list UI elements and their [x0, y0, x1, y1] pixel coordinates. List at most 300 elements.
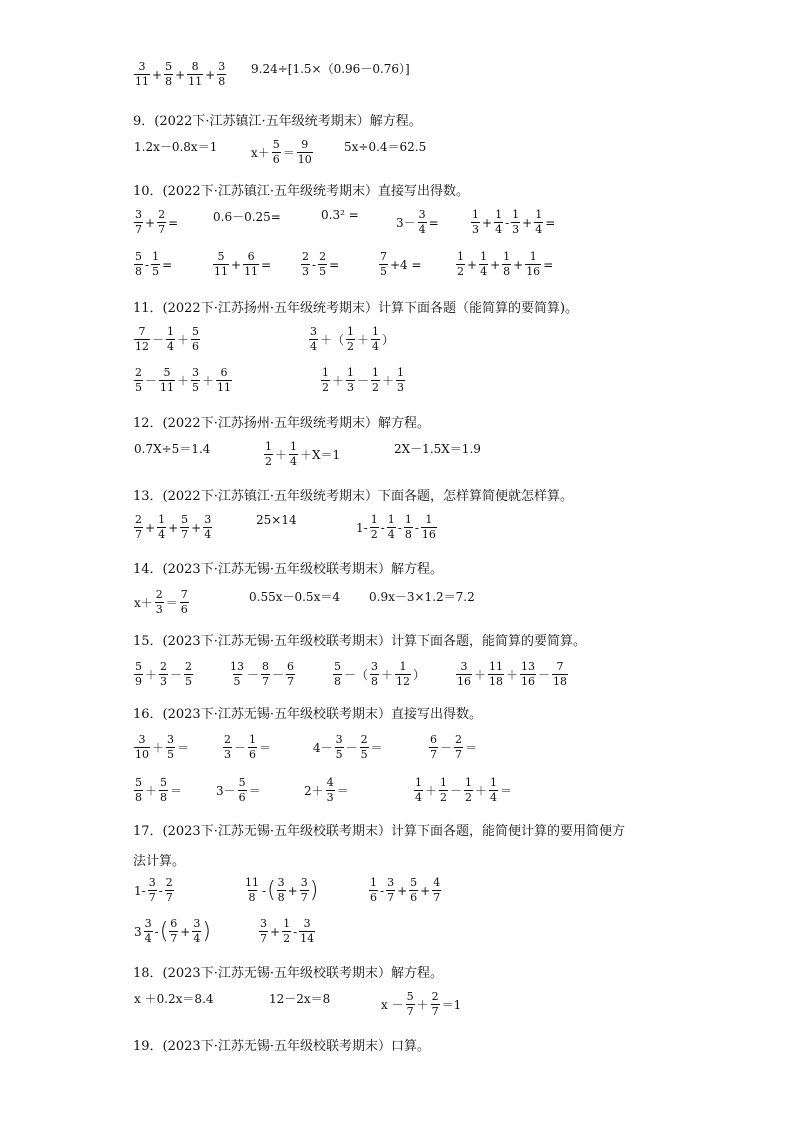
numerator: 3	[387, 876, 395, 889]
denominator: 5	[185, 675, 193, 688]
expression-text: +	[180, 924, 191, 939]
expression-text: +	[513, 257, 524, 272]
question-title: 16．(2023下·江苏无锡·五年级校联考期末）直接写出得数。	[133, 707, 482, 722]
big-parenthesis: (	[267, 877, 276, 903]
expression-text: 5x÷0.4＝62.5	[344, 140, 427, 154]
numerator: 2	[135, 513, 142, 526]
denominator: 4	[415, 791, 422, 804]
math-expression	[368, 876, 442, 905]
denominator: 8	[334, 675, 341, 688]
numerator: 3	[167, 733, 175, 746]
denominator: 4	[418, 223, 426, 236]
fraction	[534, 208, 543, 237]
numerator: 4	[433, 876, 441, 889]
expression-text: x －	[381, 998, 404, 1012]
expression-text: +	[191, 520, 202, 535]
denominator: 6	[272, 153, 280, 166]
numerator: 13	[230, 660, 244, 673]
expression-text: －	[234, 741, 247, 755]
denominator: 7	[262, 675, 270, 688]
expression-text: －	[357, 374, 370, 388]
denominator: 7	[433, 891, 441, 904]
fraction	[370, 513, 379, 542]
math-expression	[133, 440, 211, 457]
expression-text: -	[414, 520, 419, 535]
fraction	[134, 250, 143, 279]
denominator: 18	[489, 675, 504, 688]
expression-text: ＝	[370, 741, 383, 755]
fraction	[309, 325, 318, 354]
denominator: 3	[512, 223, 520, 236]
expression-text: -	[293, 924, 298, 939]
denominator: 7	[158, 223, 166, 236]
math-expression	[222, 733, 272, 762]
fraction	[155, 588, 164, 617]
question-title: 14．(2023下·江苏无锡·五年级校联考期末）解方程。	[133, 562, 443, 577]
fraction	[464, 776, 473, 805]
numerator: 1	[465, 776, 473, 789]
fraction	[379, 250, 388, 279]
expression-text: 0.3² =	[321, 208, 359, 222]
fraction	[261, 660, 270, 689]
numerator: 5	[163, 366, 171, 379]
math-expression	[250, 60, 411, 77]
expression-text: ＋	[275, 448, 288, 462]
denominator: 6	[249, 748, 257, 761]
denominator: 4	[387, 528, 395, 541]
denominator: 3	[224, 748, 231, 761]
expression-text: +	[467, 257, 478, 272]
numerator: 7	[180, 588, 188, 601]
fraction	[169, 917, 178, 946]
expression-text: =	[168, 215, 179, 230]
math-expression	[258, 917, 316, 946]
numerator: 2	[135, 366, 142, 379]
fraction	[165, 876, 174, 905]
fraction	[164, 60, 173, 89]
denominator: 4	[480, 265, 488, 278]
denominator: 6	[180, 603, 188, 616]
numerator: 1	[503, 250, 511, 263]
numerator: 3	[335, 733, 343, 746]
expression-text: ＝	[465, 741, 478, 755]
fraction	[148, 876, 157, 905]
math-expression	[133, 366, 233, 395]
expression-text: +	[490, 257, 501, 272]
fraction	[439, 776, 448, 805]
expression-text: +	[205, 67, 216, 82]
expression-text: +	[482, 215, 493, 230]
expression-text: -	[262, 883, 267, 898]
numerator: 11	[489, 660, 504, 673]
numerator: 1	[397, 366, 405, 379]
numerator: 2	[165, 876, 173, 889]
denominator: 8	[277, 891, 285, 904]
fraction	[471, 208, 480, 237]
numerator: 5	[272, 138, 280, 151]
expression-text: ＝1	[441, 998, 462, 1012]
numerator: 3	[218, 60, 226, 73]
numerator: 6	[430, 733, 437, 746]
fraction	[134, 325, 150, 354]
numerator: 1	[425, 513, 433, 526]
expression-text: 4－	[313, 741, 333, 755]
math-expression	[133, 776, 183, 805]
math-expression	[133, 733, 190, 762]
numerator: 7	[556, 660, 564, 673]
expression-text: x＋	[251, 146, 270, 160]
numerator: 3	[144, 917, 152, 930]
denominator: 4	[310, 340, 317, 353]
question-title: 17．(2023下·江苏无锡·五年级校联考期末）计算下面各题，能简便计算的要用简便方	[133, 824, 625, 839]
math-expression	[212, 208, 282, 225]
expression-text: ＋	[202, 374, 215, 388]
math-expression	[133, 250, 173, 279]
fraction	[454, 733, 463, 762]
fraction	[272, 138, 281, 167]
numerator: 6	[247, 250, 255, 263]
denominator: 4	[193, 932, 201, 945]
denominator: 5	[360, 748, 368, 761]
denominator: 3	[160, 675, 168, 688]
expression-text: +	[168, 520, 179, 535]
math-expression	[255, 513, 298, 527]
expression-text: －	[450, 784, 463, 798]
fraction	[369, 876, 378, 905]
fraction	[184, 660, 193, 689]
numerator: 1	[457, 250, 464, 263]
expression-text: +	[420, 883, 431, 898]
denominator: 3	[397, 381, 405, 394]
numerator: 5	[238, 776, 246, 789]
fraction	[346, 325, 355, 354]
math-expression	[133, 60, 227, 89]
numerator: 1	[158, 513, 166, 526]
math-expression	[393, 440, 482, 457]
fraction	[552, 660, 568, 689]
numerator: 5	[165, 60, 173, 73]
math-expression	[250, 138, 314, 167]
math-expression	[133, 588, 190, 617]
denominator: 3	[155, 603, 163, 616]
fraction	[157, 513, 166, 542]
fraction	[414, 776, 423, 805]
expression-text: ＋	[381, 668, 394, 682]
fraction	[432, 876, 441, 905]
expression-text: +	[397, 883, 408, 898]
fraction	[159, 660, 168, 689]
math-expression	[455, 660, 569, 689]
fraction	[456, 250, 465, 279]
fraction	[180, 513, 189, 542]
denominator: 16	[421, 528, 436, 541]
denominator: 7	[181, 528, 189, 541]
numerator: 1	[249, 733, 257, 746]
denominator: 7	[135, 223, 142, 236]
math-expression	[133, 876, 175, 905]
expression-text: ＝	[259, 741, 272, 755]
fraction	[159, 366, 175, 395]
fraction	[321, 366, 330, 395]
fraction	[223, 733, 232, 762]
denominator: 5	[167, 748, 175, 761]
math-expression	[133, 917, 211, 946]
denominator: 3	[472, 223, 479, 236]
fraction	[191, 325, 200, 354]
fraction	[431, 990, 440, 1019]
math-expression	[215, 776, 262, 805]
math-expression	[133, 990, 215, 1007]
expression-text: =	[545, 215, 556, 230]
expression-text: -	[380, 520, 385, 535]
numerator: 4	[326, 776, 334, 789]
denominator: 8	[371, 675, 379, 688]
numerator: 6	[220, 366, 228, 379]
expression-text: 2＋	[304, 784, 324, 798]
expression-text: 3	[134, 924, 142, 939]
expression-text: －（	[344, 668, 369, 682]
numerator: 1	[370, 876, 377, 889]
fraction	[387, 513, 396, 542]
numerator: 2	[455, 733, 463, 746]
denominator: 4	[372, 340, 380, 353]
expression-text: +	[231, 257, 242, 272]
numerator: 5	[135, 250, 142, 263]
fraction	[318, 250, 327, 279]
numerator: 7	[138, 325, 146, 338]
fraction	[243, 250, 259, 279]
fraction	[297, 138, 313, 167]
expression-text: +	[145, 215, 156, 230]
expression-text: 25×14	[256, 513, 297, 527]
denominator: 8	[248, 891, 256, 904]
big-parenthesis: (	[159, 918, 169, 944]
math-expression	[268, 990, 331, 1007]
math-expression	[133, 208, 179, 237]
fraction	[134, 366, 143, 395]
denominator: 2	[372, 381, 380, 394]
numerator: 1	[387, 513, 395, 526]
expression-text: ＋	[145, 668, 158, 682]
numerator: 1	[283, 917, 291, 930]
numerator: 2	[302, 250, 309, 263]
math-expression	[133, 325, 201, 354]
fraction	[213, 250, 229, 279]
fraction	[371, 366, 380, 395]
fraction	[429, 733, 438, 762]
math-expression	[332, 660, 426, 689]
expression-text: 3－	[396, 216, 416, 230]
expression-text: 1-	[134, 883, 146, 898]
fraction	[494, 208, 503, 237]
expression-text: ＝	[165, 596, 178, 610]
numerator: 5	[181, 513, 189, 526]
denominator: 3	[347, 381, 355, 394]
denominator: 10	[297, 153, 312, 166]
expression-text: ＋	[416, 998, 429, 1012]
fraction	[192, 917, 201, 946]
question-title: 9．(2022下·江苏镇江·五年级统考期末）解方程。	[133, 114, 422, 129]
fraction	[289, 440, 298, 469]
expression-text: －	[247, 668, 260, 682]
numerator: 5	[406, 990, 414, 1003]
expression-text: +	[522, 215, 533, 230]
expression-text: －	[170, 668, 183, 682]
denominator: 4	[144, 932, 152, 945]
numerator: 8	[262, 660, 270, 673]
fraction	[286, 660, 295, 689]
math-expression	[308, 325, 395, 354]
math-expression	[413, 776, 513, 805]
fraction	[203, 513, 212, 542]
denominator: 4	[158, 528, 166, 541]
numerator: 5	[410, 876, 418, 889]
fraction	[520, 660, 536, 689]
expression-text: -	[397, 520, 402, 535]
expression-text: 0.55x－0.5x＝4	[249, 590, 340, 604]
fraction	[488, 660, 504, 689]
numerator: 2	[319, 250, 327, 263]
big-parenthesis: )	[202, 918, 211, 944]
denominator: 14	[300, 932, 315, 945]
math-expression	[212, 250, 272, 279]
fraction	[264, 440, 273, 469]
expression-text: -	[380, 883, 385, 898]
expression-text: ＝	[500, 784, 513, 798]
question-title: 10．(2022下·江苏镇江·五年级统考期末）直接写出得数。	[133, 184, 469, 199]
math-expression	[133, 660, 194, 689]
fraction	[151, 250, 160, 279]
denominator: 11	[217, 381, 232, 394]
fraction	[299, 917, 315, 946]
fraction	[180, 588, 189, 617]
expression-text: x ＋0.2x＝8.4	[134, 992, 214, 1006]
denominator: 4	[535, 223, 543, 236]
expression-text: ＋	[425, 784, 438, 798]
denominator: 4	[167, 340, 175, 353]
expression-text: +	[270, 924, 281, 939]
denominator: 7	[406, 1005, 414, 1018]
expression-text: =	[162, 257, 173, 272]
denominator: 5	[319, 265, 327, 278]
numerator: 2	[431, 990, 439, 1003]
big-parenthesis: )	[309, 877, 319, 903]
denominator: 12	[135, 340, 149, 353]
fraction	[134, 208, 143, 237]
denominator: 7	[148, 891, 156, 904]
denominator: 8	[135, 265, 142, 278]
fraction	[525, 250, 541, 279]
denominator: 6	[410, 891, 418, 904]
fraction	[396, 366, 405, 395]
denominator: 7	[135, 528, 142, 541]
expression-text: ＋	[152, 741, 165, 755]
fraction	[216, 366, 232, 395]
fraction	[386, 876, 395, 905]
expression-text: ＋	[332, 374, 345, 388]
expression-text: 2X－1.5X＝1.9	[394, 442, 481, 456]
denominator: 6	[370, 891, 377, 904]
denominator: 7	[260, 932, 267, 945]
denominator: 3	[326, 791, 334, 804]
fraction	[346, 366, 355, 395]
fraction	[248, 733, 257, 762]
fraction	[166, 325, 175, 354]
denominator: 11	[244, 265, 259, 278]
denominator: 2	[283, 932, 291, 945]
numerator: 1	[399, 660, 407, 673]
expression-text: ＝	[170, 784, 183, 798]
math-expression	[312, 733, 384, 762]
fraction	[409, 876, 418, 905]
numerator: 3	[148, 876, 156, 889]
math-expression	[228, 660, 296, 689]
expression-text: =	[261, 257, 272, 272]
numerator: 3	[204, 513, 212, 526]
numerator: 5	[334, 660, 341, 673]
expression-text: ＋	[145, 784, 158, 798]
fraction	[421, 513, 437, 542]
denominator: 5	[380, 265, 387, 278]
denominator: 7	[455, 748, 463, 761]
numerator: 1	[512, 208, 520, 221]
numerator: 1	[415, 776, 422, 789]
denominator: 2	[265, 455, 272, 468]
numerator: 2	[224, 733, 231, 746]
expression-text: +	[287, 883, 298, 898]
denominator: 7	[431, 1005, 439, 1018]
fraction	[502, 250, 511, 279]
fraction	[326, 776, 335, 805]
expression-text: ＋	[357, 333, 370, 347]
denominator: 8	[135, 791, 142, 804]
denominator: 7	[300, 891, 308, 904]
denominator: 4	[204, 528, 212, 541]
denominator: 2	[322, 381, 329, 394]
question-title: 12．(2022下·江苏扬州·五年级统考期末）解方程。	[133, 416, 430, 431]
math-expression	[320, 208, 360, 222]
expression-text: ＋（	[320, 333, 345, 347]
fraction	[360, 733, 369, 762]
denominator: 7	[170, 932, 178, 945]
question-title: 19．(2023下·江苏无锡·五年级校联考期末）口算。	[133, 1039, 430, 1054]
denominator: 8	[160, 791, 168, 804]
fraction	[134, 733, 150, 762]
numerator: 3	[192, 366, 200, 379]
numerator: 6	[287, 660, 295, 673]
numerator: 1	[440, 776, 448, 789]
denominator: 2	[370, 528, 378, 541]
fraction	[259, 917, 268, 946]
expression-text: ＝	[282, 146, 295, 160]
denominator: 16	[457, 675, 471, 688]
expression-text: ＋	[177, 374, 190, 388]
fraction	[157, 208, 166, 237]
numerator: 3	[460, 660, 468, 673]
numerator: 1	[167, 325, 175, 338]
denominator: 2	[457, 265, 464, 278]
expression-text: =	[428, 215, 439, 230]
fraction	[301, 250, 310, 279]
expression-text: 12－2x＝8	[269, 992, 331, 1006]
denominator: 16	[521, 675, 536, 688]
numerator: 3	[303, 917, 311, 930]
expression-text: 1-	[356, 520, 368, 535]
math-expression	[303, 776, 350, 805]
numerator: 3	[310, 325, 317, 338]
numerator: 1	[152, 250, 160, 263]
fraction	[456, 660, 472, 689]
